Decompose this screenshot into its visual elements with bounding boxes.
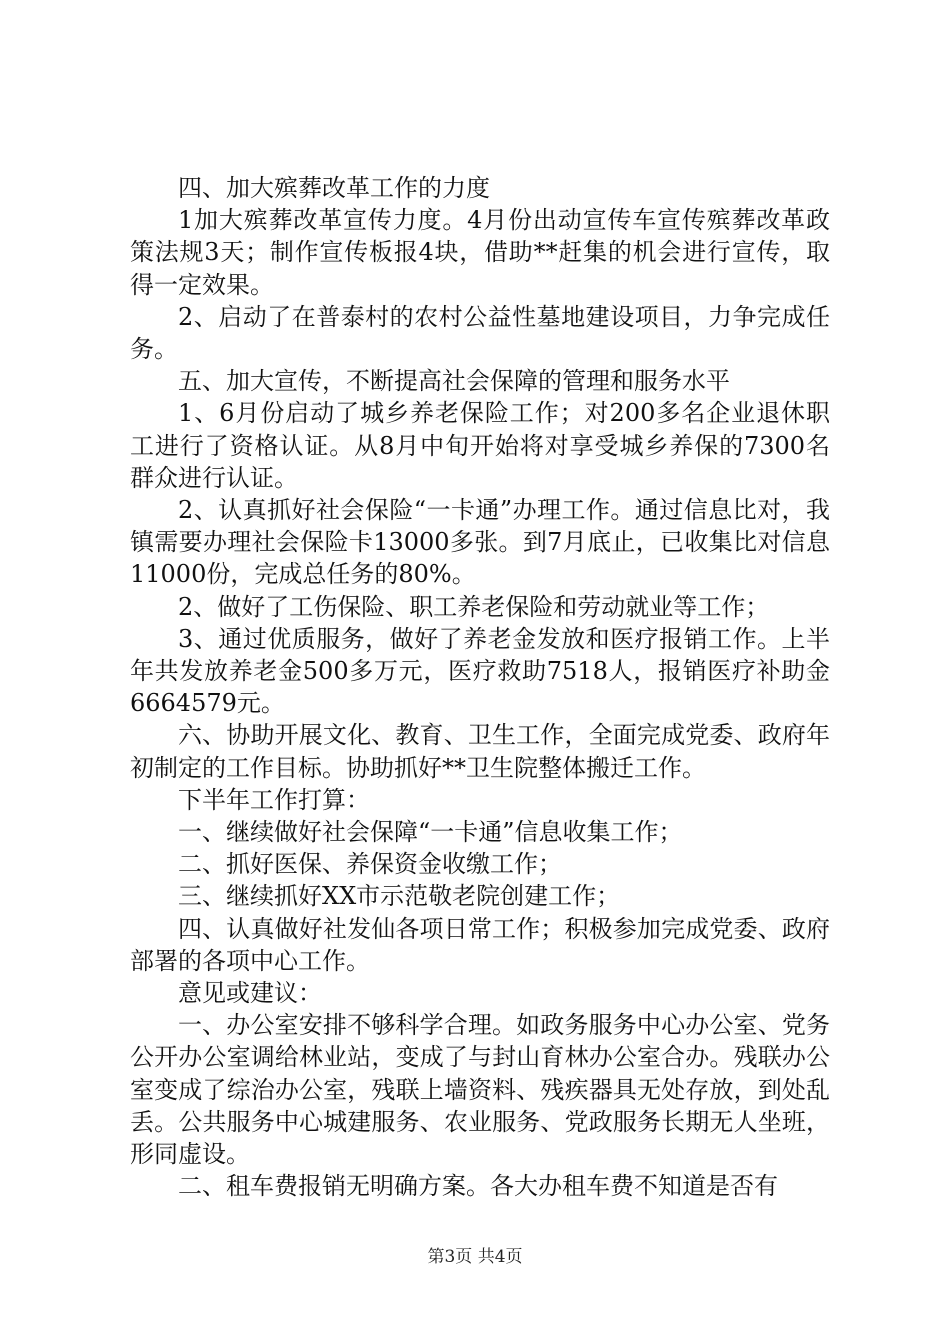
plan-item: 二、抓好医保、养保资金收缴工作； <box>178 850 562 879</box>
section-heading-6: 六、协助开展文化、教育、卫生工作，全面完成党委、政府年初制定的工作目标。协助抓好**卫生院整体搬迁工作。 <box>130 721 830 782</box>
page-number-footer: 第3页 共4页 <box>427 1247 523 1267</box>
plan-item: 一、继续做好社会保障“一卡通”信息收集工作； <box>178 818 683 847</box>
document-body <box>130 172 830 1203</box>
paragraph: 3、通过优质服务，做好了养老金发放和医疗报销工作。上半年共发放养老金500多万元，医疗救助7518人，报销医疗补助金6664579元。 <box>130 624 830 718</box>
section-heading-4: 四、加大殡葬改革工作的力度 <box>178 174 490 202</box>
paragraph: 1加大殡葬改革宣传力度。4月份出动宣传车宣传殡葬改革政策法规3天；制作宣传板报4块，借助**赶集的机会进行宣传，取得一定效果。 <box>130 206 830 299</box>
paragraph: 2、认真抓好社会保险“一卡通”办理工作。通过信息比对，我镇需要办理社会保险卡13000多张。到7月底止，已收集比对信息11000份，完成总任务的80%。 <box>130 496 830 589</box>
paragraph: 2、启动了在普泰村的农村公益性墓地建设项目，力争完成任务。 <box>130 302 830 364</box>
plan-item: 三、继续抓好XX市示范敬老院创建工作； <box>178 882 621 911</box>
paragraph: 2、做好了工伤保险、职工养老保险和劳动就业等工作； <box>178 592 770 621</box>
paragraph: 1、6月份启动了城乡养老保险工作；对200多名企业退休职工进行了资格认证。从8月中旬开始将对享受城乡养保的7300名群众进行认证。 <box>130 399 830 492</box>
plan-heading: 下半年工作打算： <box>178 785 370 814</box>
suggestions-heading: 意见或建议： <box>178 979 322 1008</box>
suggestion-item: 二、租车费报销无明确方案。各大办租车费不知道是否有 <box>178 1172 778 1201</box>
suggestion-item: 一、办公室安排不够科学合理。如政务服务中心办公室、党务公开办公室调给林业站，变成了与封山育林办公室合办。残联办公室变成了综治办公室，残联上墙资料、残疾器具无处存放，到处乱丢。公共服务中心城建服务、农业服务、党政服务长期无人坐班，形同虚设。 <box>130 1011 830 1169</box>
section-heading-5: 五、加大宣传，不断提高社会保障的管理和服务水平 <box>178 367 730 396</box>
plan-item: 四、认真做好社发仙各项日常工作；积极参加完成党委、政府部署的各项中心工作。 <box>130 914 830 975</box>
